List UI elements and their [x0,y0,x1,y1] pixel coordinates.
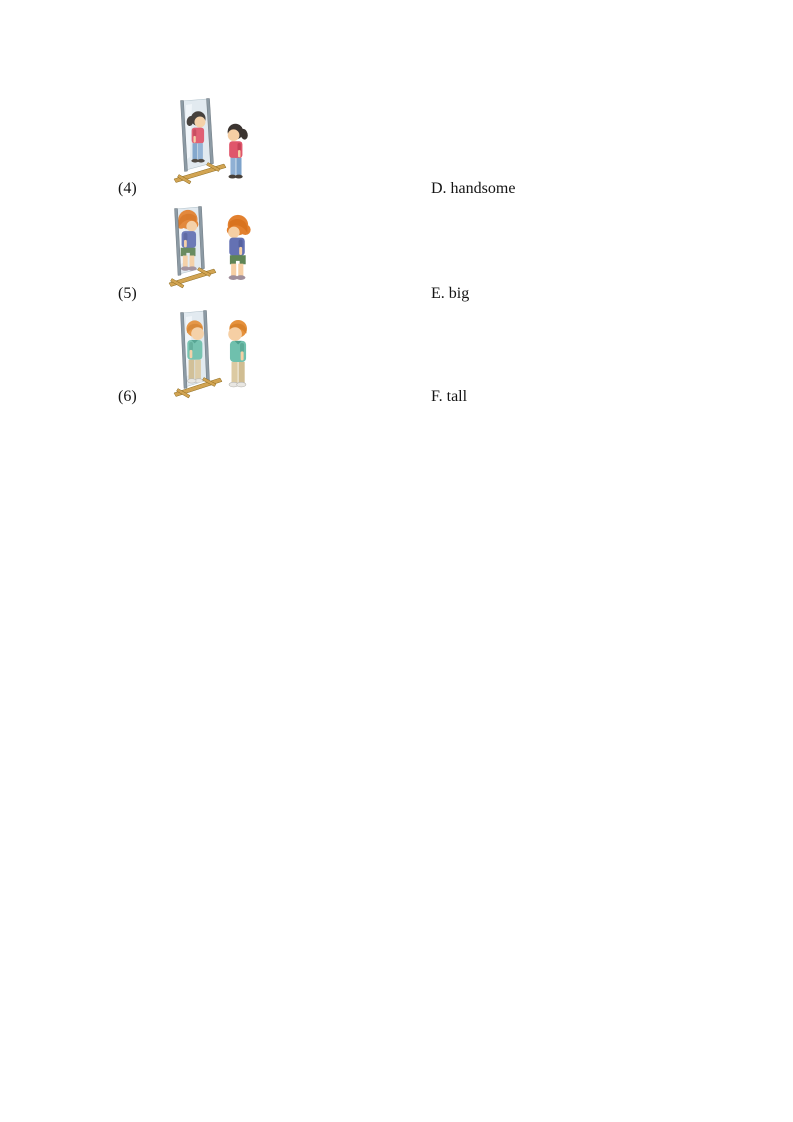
item-number: (5) [118,285,137,302]
match-item-5 [0,204,793,308]
item-number: (6) [118,388,137,405]
mirror-girl-illustration [172,95,254,187]
option-label: E. big [431,285,470,302]
mirror-boy-illustration [170,308,252,400]
boy-figure [228,320,247,387]
option-label: F. tall [431,388,468,405]
option-label: D. handsome [431,180,516,197]
match-item-4 [0,95,793,199]
match-item-6 [0,308,793,412]
item-number: (4) [118,180,137,197]
child-figure [227,215,251,280]
girl-figure [228,124,249,179]
mirror-curly-child-illustration [168,204,254,290]
